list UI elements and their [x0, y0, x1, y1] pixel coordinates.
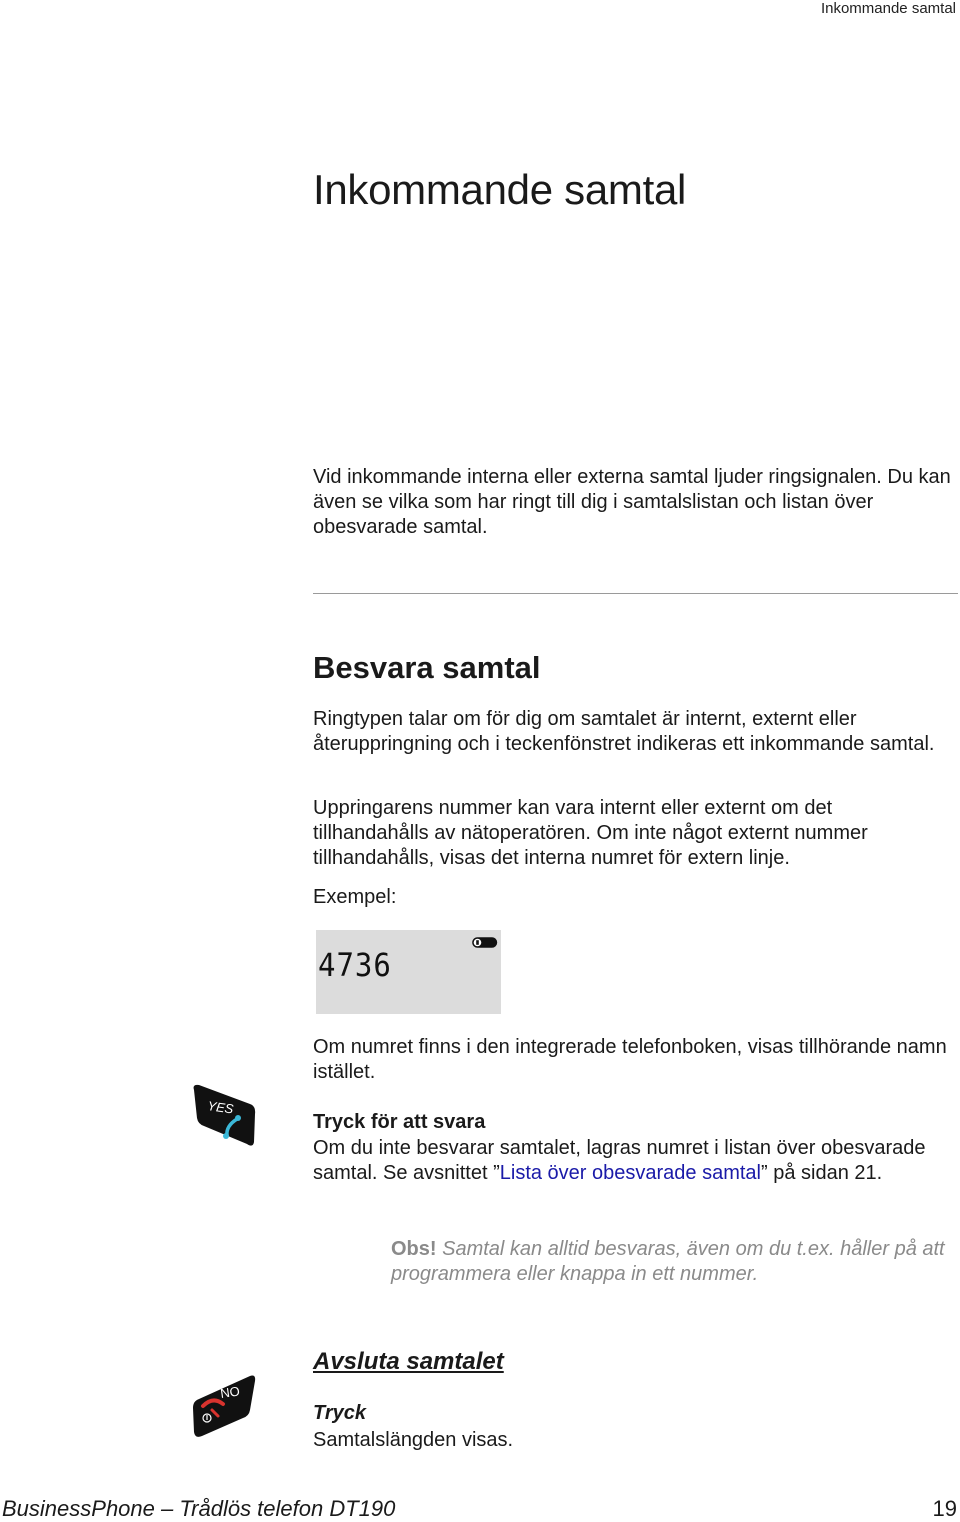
missed-call-text: Om du inte besvarar samtalet, lagras numret i listan över obesvarade samtal. Se avsnittet ”	[313, 1137, 926, 1184]
no-key-icon	[188, 1372, 260, 1440]
missed-call-paragraph	[313, 1136, 958, 1186]
answer-step-title: Tryck för att svara	[313, 1111, 486, 1133]
missed-calls-link[interactable]: Lista över obesvarade samtal	[499, 1162, 761, 1184]
call-duration-text: Samtalslängden visas.	[313, 1429, 514, 1451]
section-title-end-call: Avsluta samtalet	[313, 1348, 504, 1375]
chapter-title: Inkommande samtal	[313, 166, 687, 213]
phonebook-paragraph: Om numret finns i den integrerade telefonboken, visas tillhörande namn istället.	[313, 1036, 947, 1083]
no-key-label: NO	[219, 1383, 241, 1401]
footer-title: BusinessPhone – Trådlös telefon DT190	[2, 1496, 396, 1521]
end-step-title: Tryck	[313, 1402, 367, 1424]
missed-call-page-ref: ” på sidan 21.	[761, 1162, 883, 1184]
caller-number-paragraph: Uppringarens nummer kan vara internt eller externt om det tillhandahålls av nätoperatören. Om inte något externt nummer tillhandahålls, visas det interna numret för extern linje.	[313, 797, 868, 869]
running-header: Inkommande samtal	[820, 0, 956, 17]
display-number: 4736	[318, 946, 392, 984]
note-label: Obs!	[391, 1238, 437, 1260]
yes-key-label: YES	[206, 1098, 235, 1117]
intro-paragraph: Vid inkommande interna eller externa samtal ljuder ringsignalen. Du kan även se vilka som har ringt till dig i samtalslistan och listan över obesvarade samtal.	[313, 466, 951, 538]
example-label: Exempel:	[313, 886, 397, 908]
battery-icon	[472, 937, 498, 948]
ring-type-paragraph: Ringtypen talar om för dig om samtalet är internt, externt eller återuppringning och i teckenfönstret indikeras ett inkommande samtal.	[313, 708, 935, 755]
page-number: 19	[932, 1496, 957, 1521]
section-divider	[313, 593, 958, 594]
section-title-answer: Besvara samtal	[313, 650, 541, 685]
yes-key-icon	[190, 1082, 260, 1148]
note-paragraph	[391, 1237, 956, 1287]
display-example	[316, 930, 501, 1014]
note-text: Samtal kan alltid besvaras, även om du t.ex. håller på att programmera eller knappa in ett nummer.	[391, 1238, 945, 1285]
